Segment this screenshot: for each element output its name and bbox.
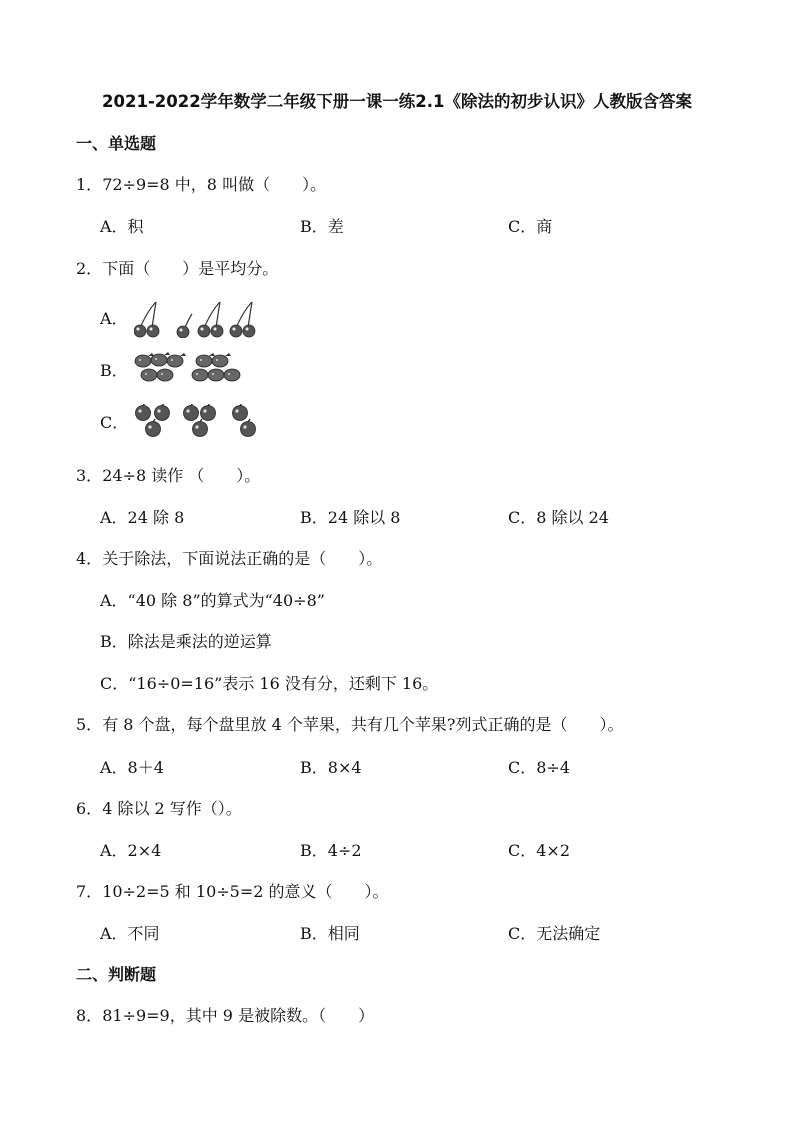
question-text: 81÷9=9，其中 9 是被除数。（ ）	[102, 1006, 375, 1025]
q4-option-c: C．“16÷0=16”表示 16 没有分，还剩下 16。	[100, 674, 439, 693]
strawberry-icon	[134, 352, 274, 386]
q4-option-b: B．除法是乘法的逆运算	[100, 632, 272, 651]
q7-option-b: B．相同	[300, 924, 360, 943]
question-number: 4．	[76, 549, 103, 568]
question-1	[76, 172, 326, 195]
q1-option-b: B．差	[300, 217, 344, 236]
question-text: 24÷8 读作 （ ）。	[102, 466, 261, 485]
q3-option-b: B．24 除以 8	[300, 508, 401, 527]
question-number: 7．	[76, 882, 103, 901]
question-text: 4 除以 2 写作（）。	[102, 799, 242, 818]
question-5	[76, 712, 623, 735]
question-number: 2．	[76, 259, 103, 278]
page-title: 2021-2022学年数学二年级下册一课一练2.1《除法的初步认识》人教版含答案	[102, 92, 692, 111]
option-label: A．	[100, 309, 128, 328]
question-text: 72÷9=8 中，8 叫做（ ）。	[102, 175, 327, 194]
q1-option-a: A．积	[100, 217, 144, 236]
question-8	[76, 1003, 374, 1026]
q6-option-a: A．2×4	[100, 841, 162, 860]
section-true-false: 二、判断题	[76, 965, 157, 984]
cherry-icon	[134, 300, 274, 338]
question-number: 6．	[76, 799, 103, 818]
option-label: C．	[100, 413, 129, 432]
q1-option-c: C．商	[508, 217, 553, 236]
question-4	[76, 546, 382, 569]
question-text: 下面（ ）是平均分。	[102, 259, 279, 278]
q7-option-a: A．不同	[100, 924, 160, 943]
q5-option-a: A．8＋4	[100, 758, 164, 777]
q4-option-a: A．“40 除 8”的算式为“40÷8”	[100, 591, 325, 610]
q6-option-b: B．4÷2	[300, 841, 362, 860]
question-7	[76, 879, 389, 902]
question-2	[76, 256, 278, 279]
question-text: 10÷2=5 和 10÷5=2 的意义（ ）。	[102, 882, 389, 901]
option-label: B．	[100, 361, 128, 380]
q5-option-c: C．8÷4	[508, 758, 571, 777]
section-single-choice: 一、单选题	[76, 134, 157, 153]
question-text: 关于除法，下面说法正确的是（ ）。	[102, 549, 383, 568]
question-6	[76, 796, 242, 819]
q3-option-a: A．24 除 8	[100, 508, 185, 527]
question-number: 3．	[76, 466, 103, 485]
question-number: 8．	[76, 1006, 103, 1025]
apple-icon	[134, 404, 274, 440]
question-3	[76, 463, 260, 486]
q7-option-c: C．无法确定	[508, 924, 601, 943]
q5-option-b: B．8×4	[300, 758, 362, 777]
question-number: 5．	[76, 715, 103, 734]
q3-option-c: C．8 除以 24	[508, 508, 609, 527]
q6-option-c: C．4×2	[508, 841, 571, 860]
question-number: 1．	[76, 175, 103, 194]
question-text: 有 8 个盘，每个盘里放 4 个苹果，共有几个苹果?列式正确的是（ ）。	[102, 715, 624, 734]
